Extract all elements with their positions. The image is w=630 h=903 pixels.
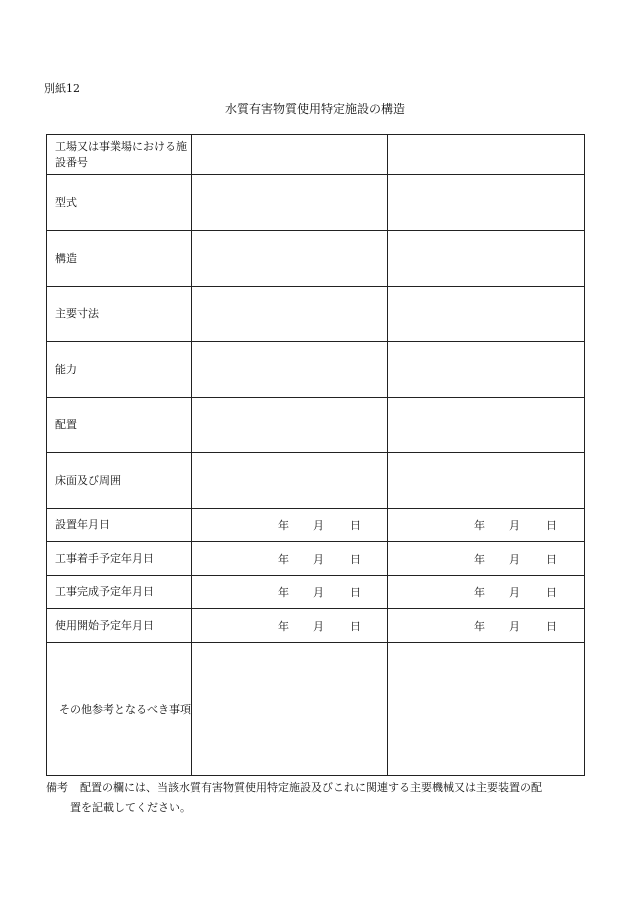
label-main-dimensions: 主要寸法 <box>47 287 192 342</box>
cell-installation-date-1[interactable] <box>192 509 388 542</box>
cell-layout-2[interactable] <box>388 398 585 453</box>
date-year-unit: 年 <box>278 552 289 566</box>
cell-construction-completion-date-2[interactable] <box>388 576 585 609</box>
date-day-unit: 日 <box>546 619 557 633</box>
date-day-unit: 日 <box>350 619 361 633</box>
label-other-notes: その他参考となるべき事項 <box>47 643 192 776</box>
date-day-unit: 日 <box>350 519 361 532</box>
cell-use-start-date-2[interactable] <box>388 609 585 643</box>
date-year-unit: 年 <box>474 519 485 532</box>
date-day-unit: 日 <box>546 586 557 599</box>
cell-floor-surroundings-2[interactable] <box>388 453 585 509</box>
date-month-unit: 月 <box>509 586 520 599</box>
table-row-floor-surroundings <box>47 453 585 509</box>
date-month-unit: 月 <box>313 586 324 599</box>
attachment-label: 別紙12 <box>44 82 80 95</box>
facility-structure-table <box>46 134 585 776</box>
table-row-use-start-date <box>47 609 585 643</box>
date-year-unit: 年 <box>474 586 485 599</box>
cell-structure-2[interactable] <box>388 231 585 287</box>
date-day-unit: 日 <box>546 519 557 532</box>
cell-other-notes-2[interactable] <box>388 643 585 776</box>
date-year-unit: 年 <box>278 619 289 633</box>
cell-main-dimensions-2[interactable] <box>388 287 585 342</box>
remarks <box>46 778 586 818</box>
label-layout: 配置 <box>47 398 192 453</box>
label-model: 型式 <box>47 175 192 231</box>
cell-model-1[interactable] <box>192 175 388 231</box>
table-row-structure <box>47 231 585 287</box>
label-facility-number: 工場又は事業場における施設番号 <box>47 135 192 175</box>
table-row-layout <box>47 398 585 453</box>
cell-installation-date-2[interactable] <box>388 509 585 542</box>
table-row-facility-number <box>47 135 585 175</box>
cell-structure-1[interactable] <box>192 231 388 287</box>
label-capacity: 能力 <box>47 342 192 398</box>
date-year-unit: 年 <box>278 519 289 532</box>
date-day-unit: 日 <box>546 552 557 566</box>
cell-other-notes-1[interactable] <box>192 643 388 776</box>
table-row-installation-date <box>47 509 585 542</box>
label-floor-surroundings: 床面及び周囲 <box>47 453 192 509</box>
date-day-unit: 日 <box>350 586 361 599</box>
cell-use-start-date-1[interactable] <box>192 609 388 643</box>
table-row-main-dimensions <box>47 287 585 342</box>
cell-main-dimensions-1[interactable] <box>192 287 388 342</box>
label-use-start-date: 使用開始予定年月日 <box>47 609 192 643</box>
date-month-unit: 月 <box>509 519 520 532</box>
table-row-other-notes <box>47 643 585 776</box>
cell-layout-1[interactable] <box>192 398 388 453</box>
cell-construction-start-date-2[interactable] <box>388 542 585 576</box>
cell-capacity-1[interactable] <box>192 342 388 398</box>
date-month-unit: 月 <box>313 552 324 566</box>
remarks-text-line2: 置を記載してください。 <box>70 801 191 814</box>
date-year-unit: 年 <box>474 552 485 566</box>
table-row-model <box>47 175 585 231</box>
date-day-unit: 日 <box>350 552 361 566</box>
date-month-unit: 月 <box>509 619 520 633</box>
label-structure: 構造 <box>47 231 192 287</box>
cell-capacity-2[interactable] <box>388 342 585 398</box>
remarks-heading: 備考 <box>46 781 68 794</box>
date-year-unit: 年 <box>278 586 289 599</box>
remarks-text-line1: 配置の欄には、当該水質有害物質使用特定施設及びこれに関連する主要機械又は主要装置の配 <box>80 781 542 794</box>
date-month-unit: 月 <box>509 552 520 566</box>
document-title: 水質有害物質使用特定施設の構造 <box>224 102 405 116</box>
date-year-unit: 年 <box>474 619 485 633</box>
cell-floor-surroundings-1[interactable] <box>192 453 388 509</box>
table-row-capacity <box>47 342 585 398</box>
date-month-unit: 月 <box>313 619 324 633</box>
table-row-construction-start-date <box>47 542 585 576</box>
cell-construction-start-date-1[interactable] <box>192 542 388 576</box>
label-construction-completion-date: 工事完成予定年月日 <box>47 576 192 609</box>
cell-model-2[interactable] <box>388 175 585 231</box>
cell-facility-number-1[interactable] <box>192 135 388 175</box>
cell-construction-completion-date-1[interactable] <box>192 576 388 609</box>
date-month-unit: 月 <box>313 519 324 532</box>
table-row-construction-completion-date <box>47 576 585 609</box>
label-installation-date: 設置年月日 <box>47 509 192 542</box>
label-construction-start-date: 工事着手予定年月日 <box>47 542 192 576</box>
cell-facility-number-2[interactable] <box>388 135 585 175</box>
